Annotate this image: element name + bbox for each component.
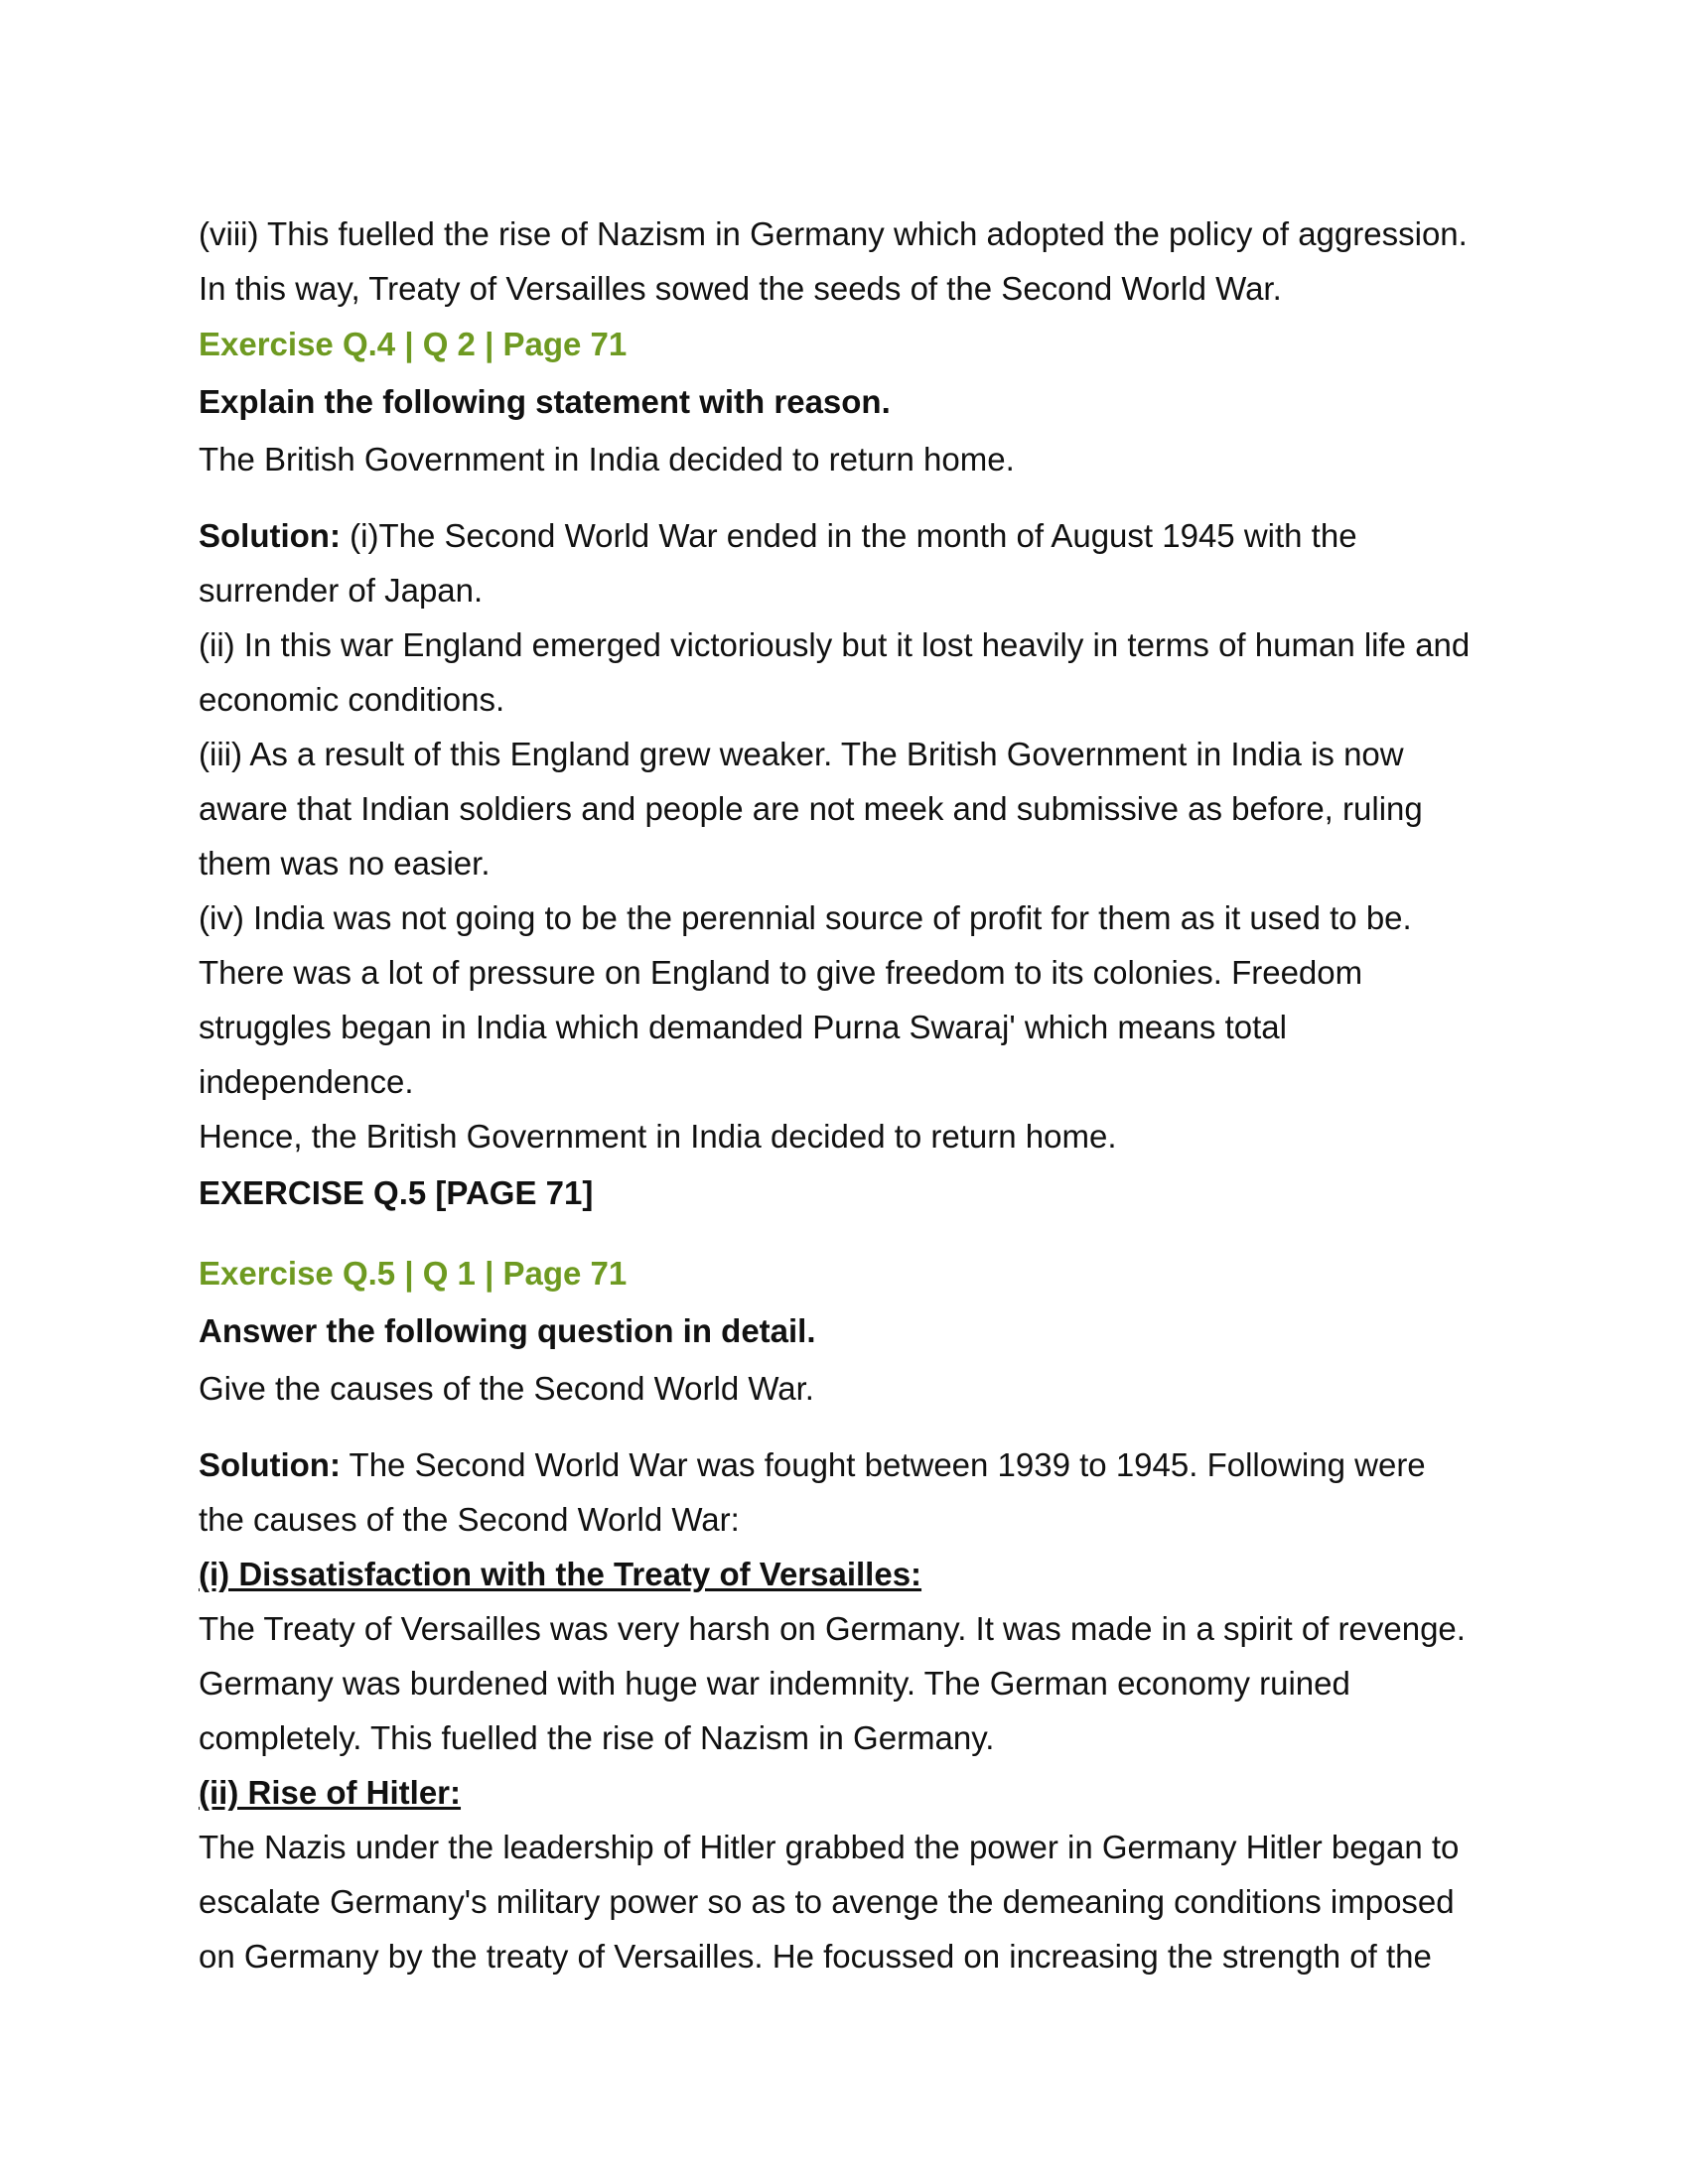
text-line: surrender of Japan. [199, 572, 484, 609]
text-line: The Treaty of Versailles was very harsh on Germany. It was made in a spirit of revenge. [199, 1610, 1466, 1647]
solution-line [199, 1437, 1509, 1492]
text-line: There was a lot of pressure on England to give freedom to its colonies. Freedom [199, 954, 1363, 991]
text-line: escalate Germany's military power so as to avenge the demeaning conditions imposed [199, 1883, 1455, 1920]
cause-heading: (i) Dissatisfaction with the Treaty of Versailles: [199, 1556, 922, 1592]
section-title: EXERCISE Q.5 [PAGE 71] [199, 1174, 594, 1211]
solution-text: The Second World War was fought between 1939 to 1945. Following were [340, 1446, 1426, 1483]
text-line: (viii) This fuelled the rise of Nazism in Germany which adopted the policy of aggression. [199, 215, 1468, 252]
text-line: on Germany by the treaty of Versailles. He focussed on increasing the strength of the [199, 1938, 1432, 1975]
spacer [199, 488, 1509, 508]
solution-line [199, 508, 1509, 563]
text-line: (iii) As a result of this England grew weaker. The British Government in India is now [199, 736, 1404, 772]
solution-text: (i)The Second World War ended in the month of August 1945 with the [340, 517, 1357, 554]
text-line: The Nazis under the leadership of Hitler grabbed the power in Germany Hitler began to [199, 1829, 1460, 1865]
text-line: In this way, Treaty of Versailles sowed the seeds of the Second World War. [199, 270, 1282, 307]
cause-heading: (ii) Rise of Hitler: [199, 1774, 462, 1811]
text-line: (iv) India was not going to be the perennial source of profit for them as it used to be. [199, 899, 1412, 936]
text-line: economic conditions. [199, 681, 505, 718]
text-line: aware that Indian soldiers and people are not meek and submissive as before, ruling [199, 790, 1423, 827]
question-text: Give the causes of the Second World War. [199, 1370, 814, 1407]
question-instruction: Answer the following question in detail. [199, 1312, 816, 1349]
question-text: The British Government in India decided to return home. [199, 441, 1015, 478]
question-instruction: Explain the following statement with reason. [199, 383, 891, 420]
solution-label: Solution: [199, 1446, 341, 1483]
text-line: completely. This fuelled the rise of Nazism in Germany. [199, 1719, 995, 1756]
text-line: Germany was burdened with huge war indemnity. The German economy ruined [199, 1665, 1350, 1702]
exercise-header: Exercise Q.4 | Q 2 | Page 71 [199, 326, 628, 362]
text-line: them was no easier. [199, 845, 491, 882]
document-page [199, 206, 1509, 1983]
text-line: the causes of the Second World War: [199, 1501, 740, 1538]
text-line: struggles began in India which demanded Purna Swaraj' which means total [199, 1009, 1287, 1045]
spacer [199, 1418, 1509, 1437]
text-line: Hence, the British Government in India decided to return home. [199, 1118, 1117, 1155]
text-line: (ii) In this war England emerged victoriously but it lost heavily in terms of human life and [199, 626, 1471, 663]
solution-label: Solution: [199, 517, 341, 554]
exercise-header: Exercise Q.5 | Q 1 | Page 71 [199, 1255, 628, 1292]
spacer [199, 1223, 1509, 1245]
text-line: independence. [199, 1063, 414, 1100]
